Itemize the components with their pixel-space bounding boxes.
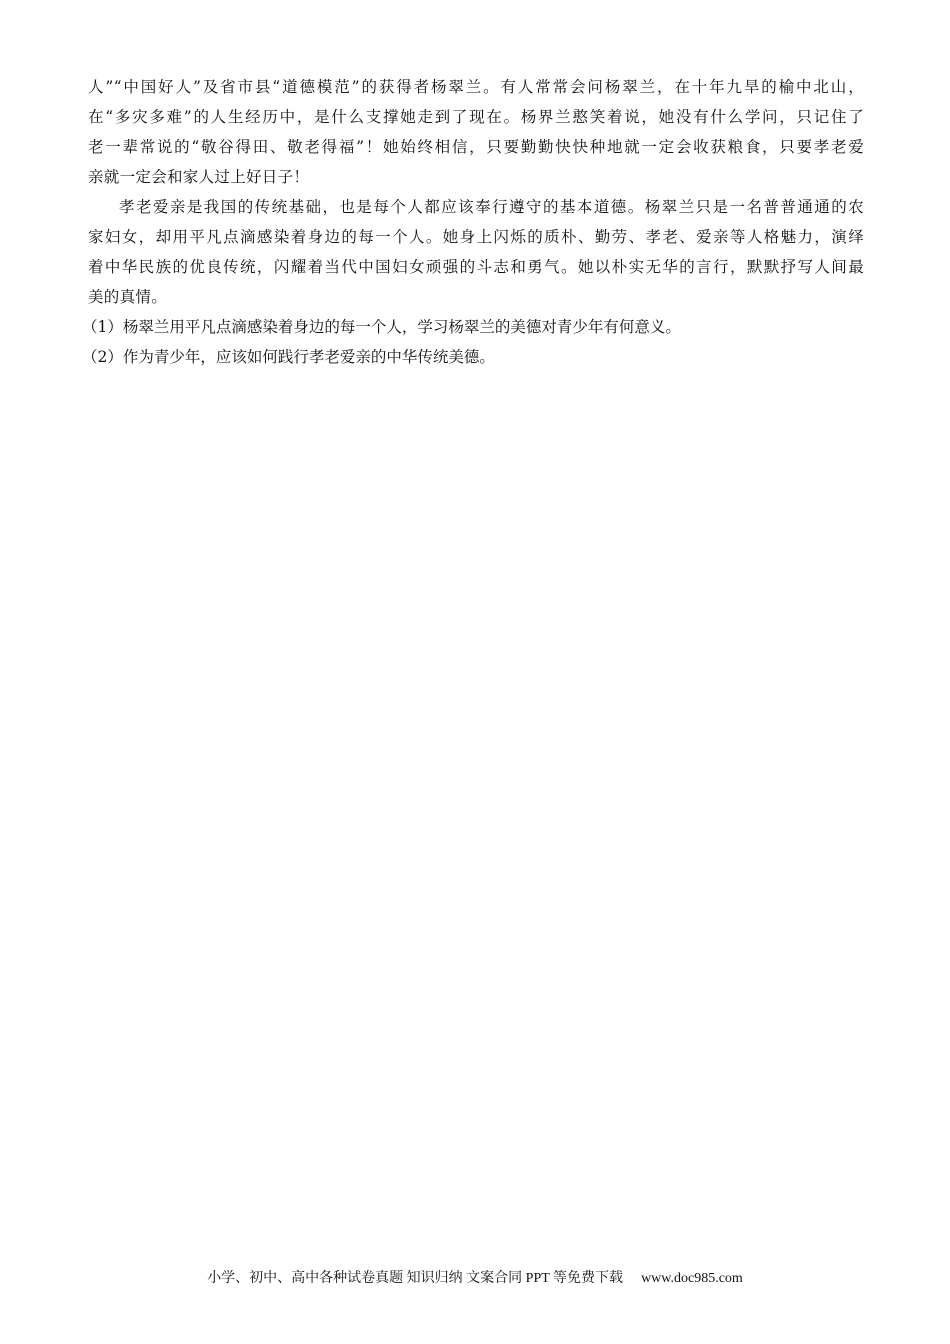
paragraph-1 [88, 72, 864, 192]
paragraph-line: 人”“中国好人”及省市县“道德模范”的获得者杨翠兰。有人常常会问杨翠兰，在十年九旱的榆中北山， [88, 78, 864, 96]
paragraph-line: 着中华民族的优良传统，闪耀着当代中国妇女顽强的斗志和勇气。她以朴实无华的言行，默默抒写人间最 [88, 258, 864, 276]
paragraph-line: 美的真情。 [88, 288, 168, 306]
question-list [82, 312, 864, 372]
paragraph-line: 家妇女，却用平凡点滴感染着身边的每一个人。她身上闪烁的质朴、勤劳、孝老、爱亲等人格魅力，演绎 [88, 228, 864, 246]
footer-text: 小学、初中、高中各种试卷真题 知识归纳 文案合同 PPT 等免费下载 [207, 1271, 624, 1286]
page-footer [0, 1267, 950, 1287]
paragraph-line: 亲就一定会和家人过上好日子！ [88, 168, 310, 186]
document-body [82, 72, 864, 372]
paragraph-line: 在“多灾多难”的人生经历中，是什么支撑她走到了现在。杨界兰憨笑着说，她没有什么学问，只记住了 [88, 108, 864, 126]
question-2: （2）作为青少年，应该如何践行孝老爱亲的中华传统美德。 [82, 348, 495, 366]
footer-url[interactable]: www.doc985.com [641, 1271, 743, 1286]
paragraph-2 [88, 192, 864, 312]
paragraph-line: 孝老爱亲是我国的传统基础，也是每个人都应该奉行遵守的基本道德。杨翠兰只是一名普普通通的农 [119, 198, 864, 216]
paragraph-line: 老一辈常说的“敬谷得田、敬老得福”！她始终相信，只要勤勤快快种地就一定会收获粮食，只要孝老爱 [88, 138, 864, 156]
question-1: （1）杨翠兰用平凡点滴感染着身边的每一个人，学习杨翠兰的美德对青少年有何意义。 [82, 318, 681, 336]
